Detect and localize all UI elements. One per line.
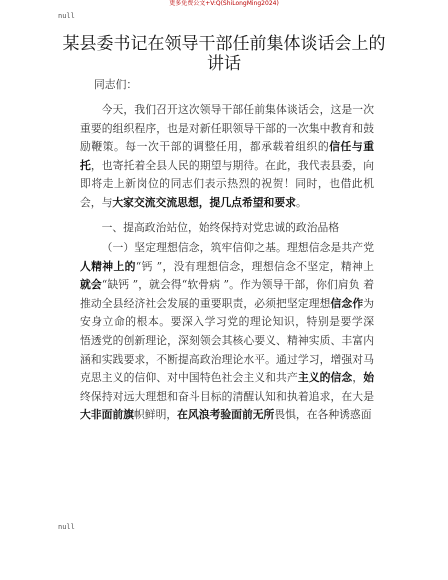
p1-text-a: 今天，我们召开这次领导干部任前集体谈话会，这是一次重要的组织程序，也是对新任职领导干部的一次集中教育和鼓励鞭策。每一次干部的调整任用，都承载着组织的 [80,103,374,154]
paragraph-intro [80,101,374,213]
p3-bold-banner: 大非面前旗 [80,408,134,422]
null-marker-top: null [58,12,75,20]
p3-bold-belief: 信念作 [330,296,364,310]
p3-text-a: （一）坚定理想信念，筑牢信仰之基。理想信念是共产党 [101,241,374,254]
p3-text-o: 畏惧，在各种诱惑面 [274,408,372,422]
document-title: 某县委书记在领导干部任前集体谈话会上的讲话 [62,34,386,74]
p3-text-i: ， [352,371,364,385]
p3-text-e: “缺钙 ”，就会得“软骨病 ”。作为领导干部，你们肩负 着推动全县经济社会发展的重要职责，必须把坚定理想 [80,278,375,310]
null-marker-bottom: null [58,523,75,531]
header-topline: 更多免费公文+V:Q(ShiLongMing2024) [169,0,279,7]
p1-text-e: 。 [295,195,307,209]
p3-bold-jiuhui: 就会 [80,278,102,292]
p3-bold-storm: 在风浪考验面前无所 [177,408,275,422]
p3-text-m: 帜鲜明， [133,408,178,422]
p3-bold-shi: 始 [363,371,375,385]
paragraph-ideals [80,239,374,425]
p3-bold-spirit: 人精神上的 [80,259,136,273]
p1-text-c: ，也寄托着全县人民的期望与期待。在此，我代表县委，向即将走上新岗位的同志们表示热烈的祝贺！同时，也借此机会，与 [80,158,375,209]
section-heading-1: 一、提高政治站位，始终保持对党忠诚的政治品格 [101,221,340,234]
p3-text-k: 终保持对远大理想和奋斗目标的清醒认知和执着追求，在大是 [80,389,374,403]
p3-bold-conviction: 主义的信念 [297,371,353,385]
p1-bold-requests: 大家交流交流思想，提几点希望和要求 [112,195,296,209]
p3-text-c: “钙 ”，没有理想信念，理想信念不坚定，精神上 [135,259,374,273]
p3-text-g: 为安身立命的根本。要深入学习党的理论知识，特别是要学深 悟透党的创新理论，深刻领会其核心要义、精神实质、丰富内 涵和实践要求，不断提高政治理论水平。通过学习，增强对马 克思主义的信仰、对中国特色社会主义和共产 [80,296,375,385]
salutation: 同志们： [94,78,138,91]
p1-bold-trust: 信任与重托 [80,140,374,172]
